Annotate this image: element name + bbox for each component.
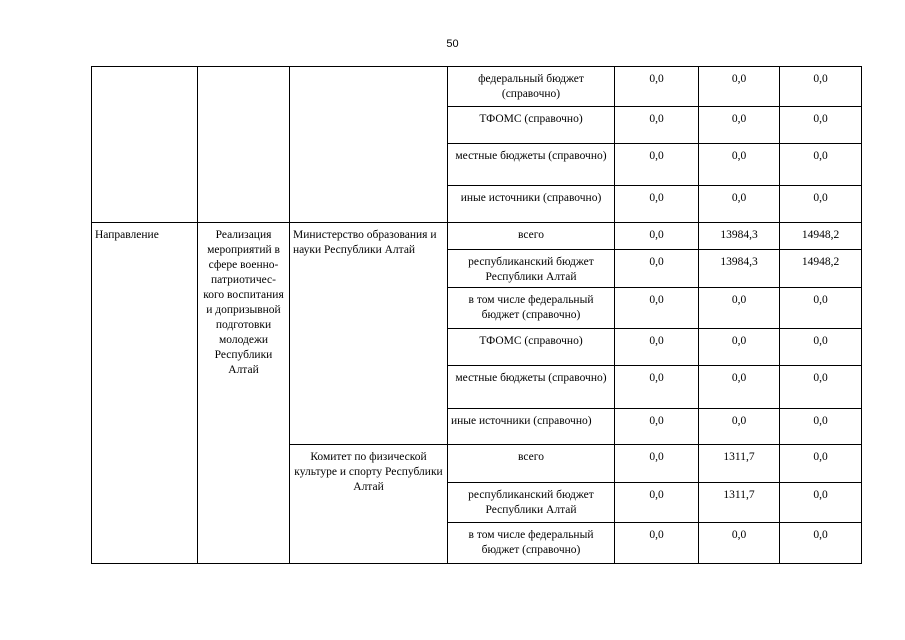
value-cell: 0,0 [780, 67, 862, 107]
funding-source-cell: в том числе федеральный бюджет (справочно) [448, 288, 615, 329]
funding-source-cell: местные бюджеты (справочно) [448, 144, 615, 186]
table-row [92, 67, 862, 107]
item-type-cell: Направление [92, 223, 198, 564]
table-row [92, 223, 862, 250]
empty-cell [198, 67, 290, 223]
value-cell: 0,0 [615, 67, 699, 107]
funding-source-cell: местные бюджеты (справочно) [448, 366, 615, 409]
funding-source-cell: иные источники (справочно) [448, 186, 615, 223]
value-cell: 0,0 [780, 144, 862, 186]
value-cell: 0,0 [615, 288, 699, 329]
funding-source-cell: иные источники (справочно) [448, 409, 615, 445]
value-cell: 0,0 [780, 523, 862, 564]
value-cell: 0,0 [780, 186, 862, 223]
funding-source-cell: всего [448, 445, 615, 483]
funding-source-cell: всего [448, 223, 615, 250]
page-number: 50 [446, 38, 459, 50]
value-cell: 14948,2 [780, 223, 862, 250]
value-cell: 1311,7 [699, 483, 780, 523]
value-cell: 0,0 [615, 329, 699, 366]
item-name-cell: Реализация мероприятий в сфере военно-патриотичес-кого воспитания и допризывной подготовки молодежи Республики Алтай [198, 223, 290, 564]
empty-cell [290, 67, 448, 223]
value-cell: 0,0 [615, 186, 699, 223]
value-cell: 0,0 [780, 329, 862, 366]
value-cell: 0,0 [615, 409, 699, 445]
value-cell: 0,0 [615, 107, 699, 144]
funding-source-cell: ТФОМС (справочно) [448, 329, 615, 366]
value-cell: 0,0 [699, 523, 780, 564]
value-cell: 0,0 [780, 366, 862, 409]
funding-source-cell: республиканский бюджет Республики Алтай [448, 483, 615, 523]
value-cell: 0,0 [699, 329, 780, 366]
value-cell: 0,0 [780, 107, 862, 144]
funding-source-cell: республиканский бюджет Республики Алтай [448, 250, 615, 288]
executor-cell: Комитет по физической культуре и спорту Республики Алтай [290, 445, 448, 564]
empty-cell [92, 67, 198, 223]
value-cell: 0,0 [699, 288, 780, 329]
value-cell: 14948,2 [780, 250, 862, 288]
value-cell: 0,0 [780, 483, 862, 523]
value-cell: 0,0 [699, 366, 780, 409]
value-cell: 0,0 [615, 483, 699, 523]
value-cell: 0,0 [615, 523, 699, 564]
value-cell: 0,0 [615, 445, 699, 483]
value-cell: 0,0 [615, 144, 699, 186]
funding-source-cell: федеральный бюджет (справочно) [448, 67, 615, 107]
value-cell: 0,0 [699, 107, 780, 144]
value-cell: 0,0 [699, 67, 780, 107]
value-cell: 0,0 [699, 144, 780, 186]
budget-table [91, 66, 862, 564]
value-cell: 0,0 [699, 409, 780, 445]
executor-cell: Министерство образования и науки Республики Алтай [290, 223, 448, 445]
funding-source-cell: ТФОМС (справочно) [448, 107, 615, 144]
value-cell: 0,0 [615, 250, 699, 288]
funding-source-cell: в том числе федеральный бюджет (справочно) [448, 523, 615, 564]
value-cell: 13984,3 [699, 223, 780, 250]
value-cell: 0,0 [780, 409, 862, 445]
value-cell: 0,0 [699, 186, 780, 223]
value-cell: 0,0 [780, 445, 862, 483]
value-cell: 0,0 [615, 223, 699, 250]
value-cell: 13984,3 [699, 250, 780, 288]
value-cell: 0,0 [780, 288, 862, 329]
value-cell: 0,0 [615, 366, 699, 409]
value-cell: 1311,7 [699, 445, 780, 483]
